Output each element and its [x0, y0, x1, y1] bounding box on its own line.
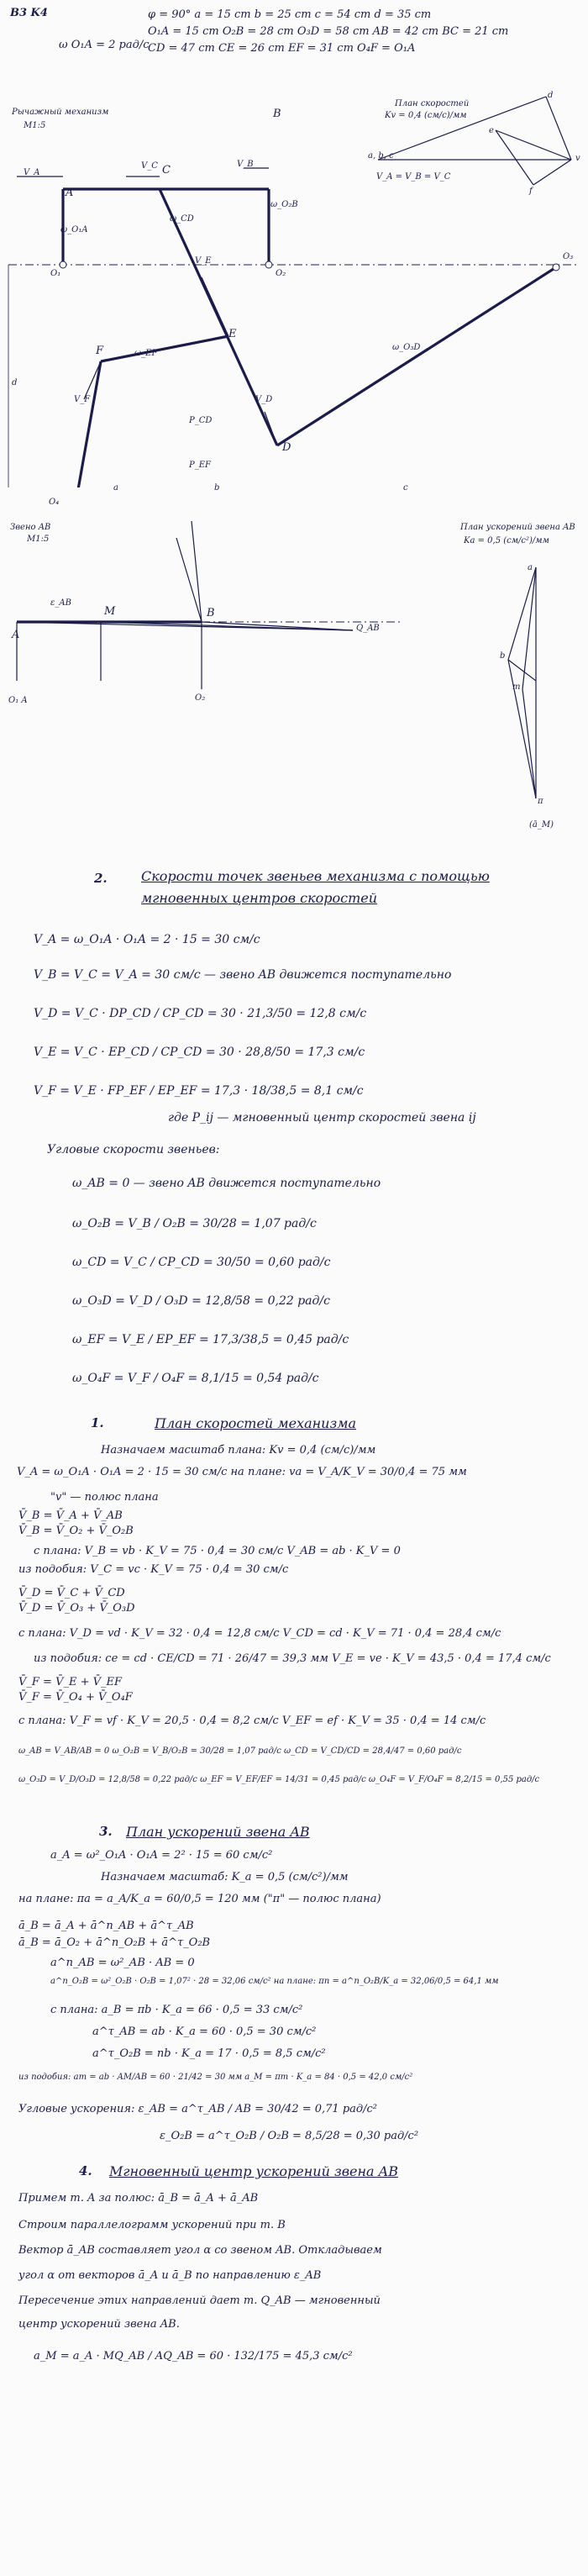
sec1-line-0: Назначаем масштаб плана: Kv = 0,4 (см/с)/мм — [101, 1444, 376, 1457]
label-o3: O₃ — [563, 252, 574, 261]
sec3-number: 3. — [99, 1824, 113, 1839]
sec1-title: План скоростей механизма — [155, 1415, 356, 1431]
sec3-line-0: a_A = ω²_O₁A · O₁A = 2² · 15 = 60 см/с² — [50, 1849, 273, 1862]
sec3-title: План ускорений звена AB — [126, 1824, 310, 1840]
omega-given: ω O₁A = 2 рад/с — [59, 39, 150, 51]
acc-label-a-m: (ā_M) — [529, 820, 554, 830]
sec4-line-4: Пересечение этих направлений дает т. Q_AB — мгновенный — [18, 2294, 381, 2307]
sec3-line-4: ā_B = ā_O₂ + ā^n_O₂B + ā^τ_O₂B — [18, 1936, 211, 1949]
fig1-scale: M1:5 — [24, 121, 46, 130]
fig2-title: Звено AB — [10, 523, 51, 532]
sec4-line-1: Строим параллелограмм ускорений при т. B — [18, 2219, 286, 2231]
sec2-line-9: ω_CD = V_C / CP_CD = 30/50 = 0,60 рад/с — [72, 1256, 331, 1269]
fig2-label-eps: ε_AB — [50, 598, 71, 608]
fig2-label-o2: O₂ — [195, 693, 206, 703]
plan-acc-title: План ускорений звена AB — [460, 523, 575, 532]
sec1-line-4: V̄_B = V̄_O₂ + V̄_O₂B — [18, 1525, 134, 1537]
sec3-line-8: a^τ_AB = ab · K_a = 60 · 0,5 = 30 см/с² — [92, 2026, 317, 2038]
sec1-line-5: с плана: V_B = vb · K_V = 75 · 0,4 = 30 см/с V_AB = ab · K_V = 0 — [34, 1545, 401, 1557]
sec1-line-3: V̄_B = V̄_A + V̄_AB — [18, 1509, 123, 1522]
sec4-line-5: центр ускорений звена AB. — [18, 2318, 180, 2331]
sec2-line-2: V_D = V_C · DP_CD / CP_CD = 30 · 21,3/50 = 12,8 см/с — [34, 1007, 367, 1020]
link-cd — [160, 189, 277, 445]
label-dim-b: b — [214, 483, 220, 493]
label-vd: V_D — [255, 395, 273, 404]
acc-label-m: m — [512, 682, 521, 692]
sec2-number: 2. — [94, 871, 108, 886]
vel-label-f: f — [529, 187, 533, 196]
label-dim-a: a — [113, 483, 118, 493]
label-ve: V_E — [195, 256, 212, 266]
sec2-line-12: ω_O₄F = V_F / O₄F = 8,1/15 = 0,54 рад/с — [72, 1372, 319, 1385]
plan-vel-scale: Kv = 0,4 (см/с)/мм — [385, 111, 467, 120]
label-d: D — [282, 441, 291, 454]
sec2-line-1: V_B = V_C = V_A = 30 см/с — звено AB движется поступательно — [34, 968, 452, 982]
label-o2: O₂ — [276, 269, 286, 278]
sec3-line-12: ε_O₂B = a^τ_O₂B / O₂B = 8,5/28 = 0,30 рад/с² — [160, 2130, 419, 2142]
label-omega-ef: ω_EF — [134, 349, 158, 358]
sec1-line-14: ω_AB = V_AB/AB = 0 ω_O₂B = V_B/O₂B = 30/28 = 1,07 рад/с ω_CD = V_CD/CD = 28,4/47 = 0,60 рад/с — [18, 1746, 462, 1756]
label-va: V_A — [24, 168, 40, 177]
vel-label-e: e — [489, 126, 494, 135]
label-omega-o3d: ω_O₃D — [392, 343, 421, 352]
label-a: A — [66, 187, 74, 199]
label-o4: O₄ — [49, 498, 60, 507]
label-omega-o1a: ω_O₁A — [60, 225, 88, 234]
label-o1: O₁ — [50, 269, 61, 278]
sec2-line-7: ω_AB = 0 — звено AB движется поступательно — [72, 1177, 381, 1190]
params-row3: CD = 47 cm CE = 26 cm EF = 31 cm O₄F = O₁A — [148, 42, 416, 55]
params-row1: φ = 90° a = 15 cm b = 25 cm c = 54 cm d = 35 cm — [148, 8, 432, 21]
label-pcd: P_CD — [189, 416, 213, 425]
sec3-line-5: a^n_AB = ω²_AB · AB = 0 — [50, 1957, 195, 1969]
sec3-line-11: Угловые ускорения: ε_AB = a^τ_AB / AB = 30/42 = 0,71 рад/с² — [18, 2103, 378, 2115]
sec4-line-0: Примем т. A за полюс: ā_B = ā_A + ā_AB — [18, 2192, 259, 2205]
fig1-title: Рычажный механизм — [12, 108, 109, 117]
label-omega-cd: ω_CD — [170, 214, 194, 224]
vel-label-abc: a, b, c — [368, 151, 394, 161]
sec4-number: 4. — [79, 2163, 92, 2178]
link-o3d — [277, 267, 556, 445]
sec1-line-2: "v" — полюс плана — [50, 1491, 159, 1504]
plan-vel-note: V_A = V_B = V_C — [376, 172, 451, 182]
label-omega-o2b: ω_O₂B — [270, 200, 298, 209]
sec2-line-11: ω_EF = V_E / EP_EF = 17,3/38,5 = 0,45 рад/с — [72, 1333, 349, 1346]
sec4-line-6: a_M = a_A · MQ_AB / AQ_AB = 60 · 132/175 = 45,3 см/с² — [34, 2350, 353, 2363]
vel-label-v: v — [575, 154, 580, 163]
sec2-line-5: где P_ij — мгновенный центр скоростей звена ij — [168, 1111, 476, 1125]
sec2-line-0: V_A = ω_O₁A · O₁A = 2 · 15 = 30 см/с — [34, 933, 260, 946]
sec4-line-2: Вектор ā_AB составляет угол α со звеном AB. Откладываем — [18, 2244, 382, 2257]
sec3-line-10: из подобия: am = ab · AM/AB = 60 · 21/42 = 30 мм a_M = πm · K_a = 84 · 0,5 = 42,0 см/с² — [18, 2073, 413, 2082]
sec1-line-15: ω_O₃D = V_D/O₃D = 12,8/58 = 0,22 рад/с ω_EF = V_EF/EF = 14/31 = 0,45 рад/с ω_O₄F = V_F/O₄F = 8,2/15 = 0,55 рад/с — [18, 1775, 540, 1784]
label-b: B — [273, 108, 281, 120]
sec2-line-3: V_E = V_C · EP_CD / CP_CD = 30 · 28,8/50 = 17,3 см/с — [34, 1046, 365, 1059]
sec1-line-9: с плана: V_D = vd · K_V = 32 · 0,4 = 12,8 см/с V_CD = cd · K_V = 71 · 0,4 = 28,4 см/с — [18, 1627, 501, 1640]
params-row2: O₁A = 15 cm O₂B = 28 cm O₃D = 58 cm AB = 42 cm BC = 21 cm — [148, 25, 509, 38]
sec2-line-6: Угловые скорости звеньев: — [47, 1143, 220, 1156]
acceleration-plan — [470, 546, 588, 815]
sec3-line-1: Назначаем масштаб: K_a = 0,5 (см/с²)/мм — [101, 1871, 349, 1883]
fig2-label-o1: O₁ A — [8, 696, 28, 705]
sec2-title: Скорости точек звеньев механизма с помощью мгновенных центров скоростей — [141, 868, 490, 906]
label-vf: V_F — [74, 395, 91, 404]
label-vb: V_B — [237, 160, 254, 169]
sec1-line-11: V̄_F = V̄_E + V̄_EF — [18, 1676, 122, 1688]
label-e: E — [228, 328, 237, 340]
acc-label-pi: π — [538, 797, 543, 806]
acc-label-b: b — [500, 651, 506, 661]
fig2-label-qab: Q_AB — [356, 624, 380, 633]
label-vc: V_C — [141, 161, 158, 171]
sec3-line-6: a^n_O₂B = ω²_O₂B · O₂B = 1,07² · 28 = 32,06 см/с² на плане: πn = a^n_O₂B/K_a = 32,06/0,5 = 64,1 мм — [50, 1977, 499, 1986]
fig2-label-a: A — [12, 629, 20, 641]
fig2-label-m: M — [104, 605, 116, 618]
sec4-title: Мгновенный центр ускорений звена AB — [109, 2163, 398, 2179]
sec1-line-8: V̄_D = V̄_O₃ + V̄_O₃D — [18, 1602, 135, 1615]
sec2-line-4: V_F = V_E · FP_EF / EP_EF = 17,3 · 18/38,5 = 8,1 см/с — [34, 1084, 364, 1098]
link-ef — [101, 336, 228, 361]
sec1-line-1: V_A = ω_O₁A · O₁A = 2 · 15 = 30 см/с на плане: va = V_A/K_V = 30/0,4 = 75 мм — [17, 1466, 467, 1478]
sec3-line-2: на плане: πa = a_A/K_a = 60/0,5 = 120 мм ("π" — полюс плана) — [18, 1893, 381, 1905]
sec2-line-10: ω_O₃D = V_D / O₃D = 12,8/58 = 0,22 рад/с — [72, 1294, 330, 1308]
label-c: C — [162, 164, 171, 176]
sec3-line-3: ā_B = ā_A + ā^n_AB + ā^τ_AB — [18, 1920, 194, 1932]
sec1-number: 1. — [91, 1415, 104, 1430]
fig2-scale: M1:5 — [27, 535, 50, 544]
label-f: F — [96, 345, 104, 357]
acc-label-a: a — [528, 563, 533, 572]
sec2-line-8: ω_O₂B = V_B / O₂B = 30/28 = 1,07 рад/с — [72, 1217, 317, 1230]
fig2-label-b: B — [207, 607, 215, 619]
label-pef: P_EF — [189, 461, 211, 470]
sec1-line-7: V̄_D = V̄_C + V̄_CD — [18, 1587, 125, 1599]
variant-label: B3 K4 — [10, 7, 48, 19]
label-dim-d: d — [12, 378, 18, 387]
vel-label-d: d — [548, 91, 554, 100]
plan-vel-title: План скоростей — [395, 99, 470, 108]
plan-acc-scale: Ka = 0,5 (см/с²)/мм — [464, 536, 549, 545]
sec3-line-7: с плана: a_B = πb · K_a = 66 · 0,5 = 33 см/с² — [50, 2004, 303, 2016]
sec1-line-13: с плана: V_F = vf · K_V = 20,5 · 0,4 = 8,2 см/с V_EF = ef · K_V = 35 · 0,4 = 14 см/с — [18, 1715, 486, 1727]
sec4-line-3: угол α от векторов ā_A и ā_B по направлению ε_AB — [18, 2269, 322, 2282]
sec1-line-12: V̄_F = V̄_O₄ + V̄_O₄F — [18, 1691, 133, 1704]
sec3-line-9: a^τ_O₂B = nb · K_a = 17 · 0,5 = 8,5 см/с² — [92, 2047, 326, 2060]
sec1-line-10: из подобия: ce = cd · CE/CD = 71 · 26/47 = 39,3 мм V_E = ve · K_V = 43,5 · 0,4 = 17,4 см/с — [34, 1652, 551, 1665]
sec1-line-6: из подобия: V_C = vc · K_V = 75 · 0,4 = 30 см/с — [18, 1563, 289, 1576]
label-dim-c: c — [403, 483, 408, 493]
